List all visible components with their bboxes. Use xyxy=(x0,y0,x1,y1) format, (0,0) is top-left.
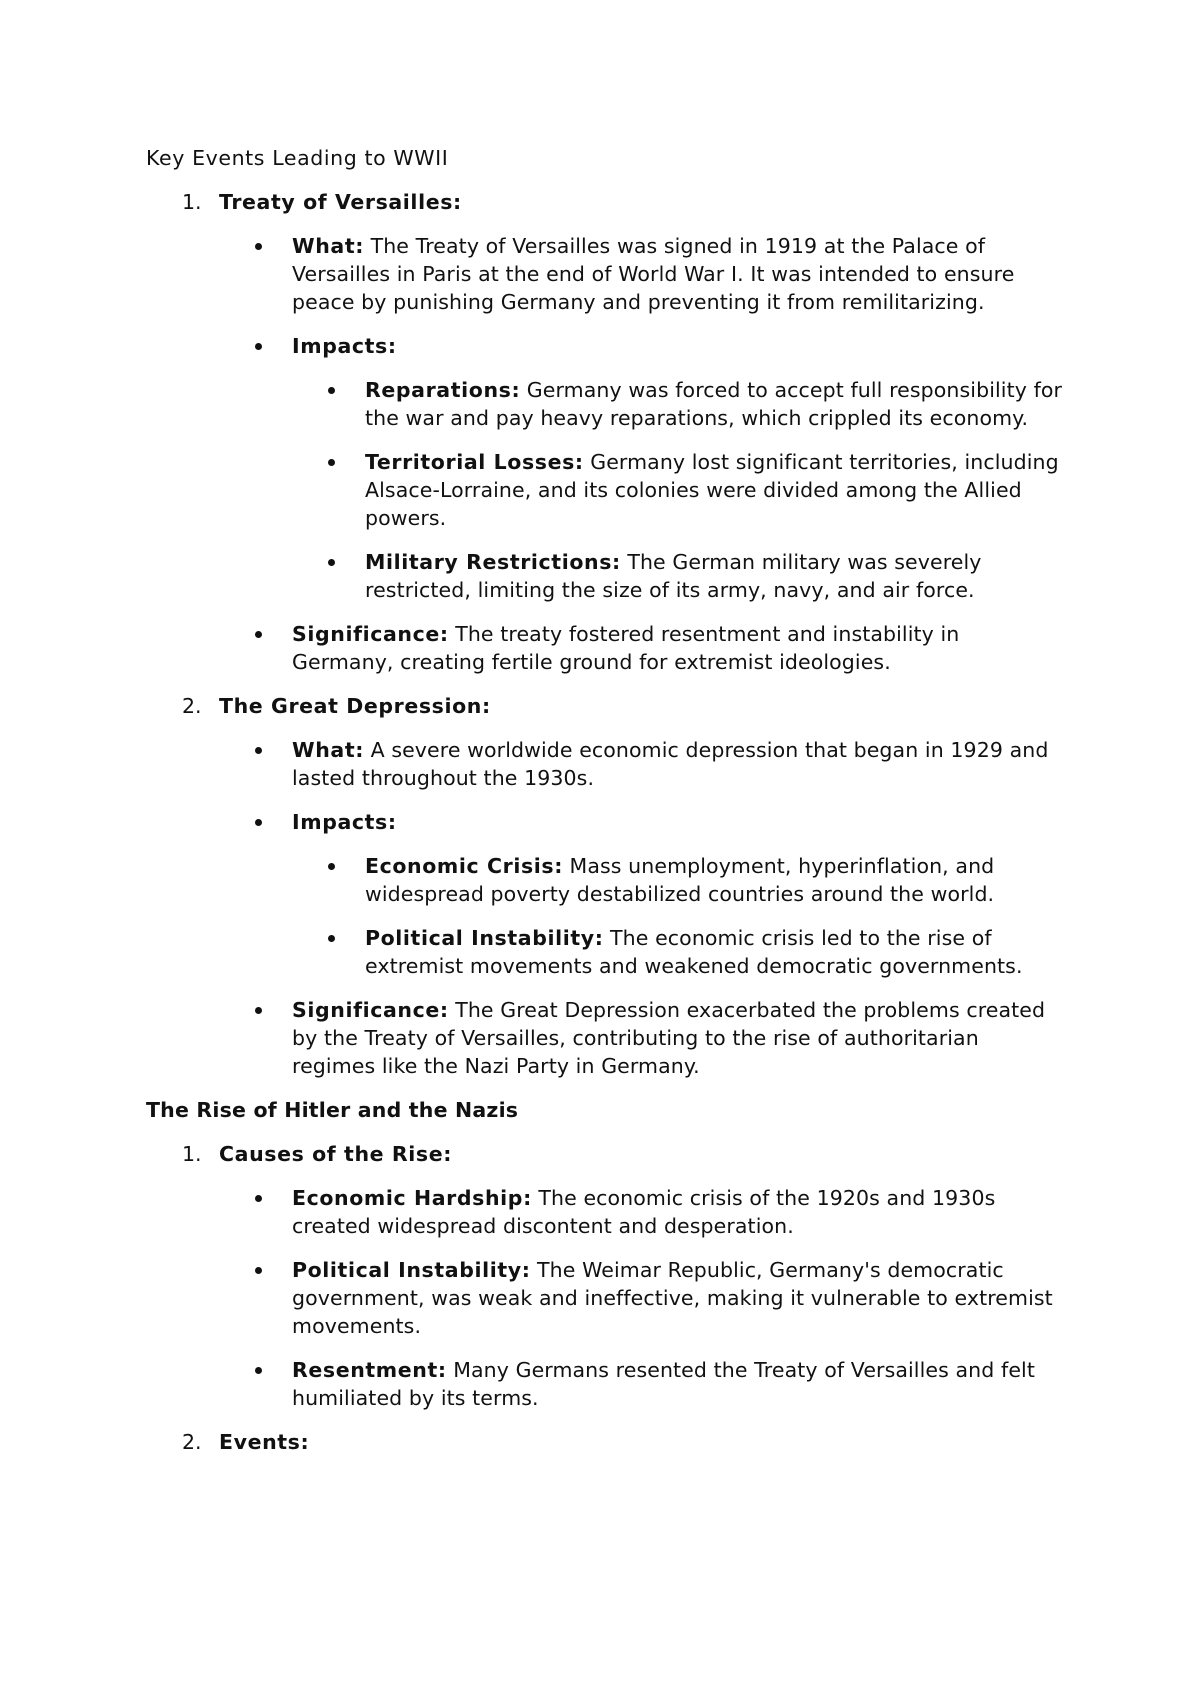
point-text: The treaty fostered resentment and instability in Germany, creating fertile ground for extremist ideologies. xyxy=(292,622,960,674)
list-item xyxy=(219,736,1066,792)
bullet-icon xyxy=(255,631,262,638)
point-label: What: xyxy=(292,234,365,258)
list-item xyxy=(292,376,1066,432)
list-number: 2. xyxy=(182,1430,202,1454)
section-heading-key-events: Key Events Leading to WWII xyxy=(146,146,449,170)
list-number: 1. xyxy=(182,1142,202,1166)
bullet-icon xyxy=(328,863,335,870)
item-title: The Great Depression: xyxy=(219,694,491,718)
point-label: Political Instability: xyxy=(292,1258,531,1282)
bullet-icon xyxy=(255,1267,262,1274)
bullet-icon xyxy=(255,1195,262,1202)
list-item xyxy=(292,548,1066,604)
bullet-icon xyxy=(255,1367,262,1374)
point-label: Economic Hardship: xyxy=(292,1186,532,1210)
bullet-icon xyxy=(328,459,335,466)
list-item-events xyxy=(146,1428,1066,1456)
point-label: Territorial Losses: xyxy=(365,450,584,474)
list-item xyxy=(219,1356,1066,1412)
bullet-icon xyxy=(255,243,262,250)
rise-of-hitler-list xyxy=(146,1140,1066,1456)
list-item xyxy=(219,232,1066,316)
bullet-icon xyxy=(328,935,335,942)
point-text: The economic crisis of the 1920s and 1930s created widespread discontent and desperation. xyxy=(292,1186,996,1238)
depression-points xyxy=(219,736,1066,1080)
point-label: Impacts: xyxy=(292,810,397,834)
point-text: The Treaty of Versailles was signed in 1919 at the Palace of Versailles in Paris at the end of World War I. It was intended to ensure peace by punishing Germany and preventing it from remilitarizing. xyxy=(292,234,1015,314)
list-item xyxy=(292,924,1066,980)
point-label: What: xyxy=(292,738,365,762)
bullet-icon xyxy=(255,747,262,754)
list-item xyxy=(219,1256,1066,1340)
list-item xyxy=(219,620,1066,676)
point-label: Resentment: xyxy=(292,1358,447,1382)
item-title: Treaty of Versailles: xyxy=(219,190,462,214)
list-number: 2. xyxy=(182,694,202,718)
point-label: Significance: xyxy=(292,622,449,646)
treaty-points xyxy=(219,232,1066,676)
point-label: Reparations: xyxy=(365,378,521,402)
item-title: Causes of the Rise: xyxy=(219,1142,453,1166)
list-item xyxy=(219,808,1066,980)
point-text: The Great Depression exacerbated the problems created by the Treaty of Versailles, contributing to the rise of authoritarian regimes like the Nazi Party in Germany. xyxy=(292,998,1046,1078)
point-text: The Weimar Republic, Germany's democratic government, was weak and ineffective, making it vulnerable to extremist movements. xyxy=(292,1258,1053,1338)
causes-points xyxy=(219,1184,1066,1412)
bullet-icon xyxy=(328,387,335,394)
point-label: Economic Crisis: xyxy=(365,854,564,878)
section-heading-rise-of-hitler: The Rise of Hitler and the Nazis xyxy=(146,1098,519,1122)
item-title: Events: xyxy=(219,1430,310,1454)
list-item-great-depression xyxy=(146,692,1066,1080)
bullet-icon xyxy=(255,1007,262,1014)
point-label: Impacts: xyxy=(292,334,397,358)
point-text: Many Germans resented the Treaty of Versailles and felt humiliated by its terms. xyxy=(292,1358,1035,1410)
list-item xyxy=(292,852,1066,908)
point-text: The economic crisis led to the rise of extremist movements and weakened democratic governments. xyxy=(365,926,1023,978)
list-item xyxy=(219,1184,1066,1240)
impacts-list xyxy=(292,852,1066,980)
document-content xyxy=(146,144,1066,1472)
point-text: Germany lost significant territories, including Alsace-Lorraine, and its colonies were divided among the Allied powers. xyxy=(365,450,1059,530)
point-label: Political Instability: xyxy=(365,926,604,950)
list-item-treaty xyxy=(146,188,1066,676)
point-text: Germany was forced to accept full responsibility for the war and pay heavy reparations, which crippled its economy. xyxy=(365,378,1063,430)
point-text: The German military was severely restricted, limiting the size of its army, navy, and air force. xyxy=(365,550,982,602)
impacts-list xyxy=(292,376,1066,604)
key-events-list xyxy=(146,188,1066,1080)
list-item xyxy=(219,332,1066,604)
bullet-icon xyxy=(328,559,335,566)
list-number: 1. xyxy=(182,190,202,214)
list-item-causes xyxy=(146,1140,1066,1412)
list-item xyxy=(292,448,1066,532)
point-label: Significance: xyxy=(292,998,449,1022)
list-item xyxy=(219,996,1066,1080)
point-label: Military Restrictions: xyxy=(365,550,621,574)
point-text: A severe worldwide economic depression that began in 1929 and lasted throughout the 1930s. xyxy=(292,738,1049,790)
bullet-icon xyxy=(255,819,262,826)
bullet-icon xyxy=(255,343,262,350)
point-text: Mass unemployment, hyperinflation, and widespread poverty destabilized countries around the world. xyxy=(365,854,995,906)
